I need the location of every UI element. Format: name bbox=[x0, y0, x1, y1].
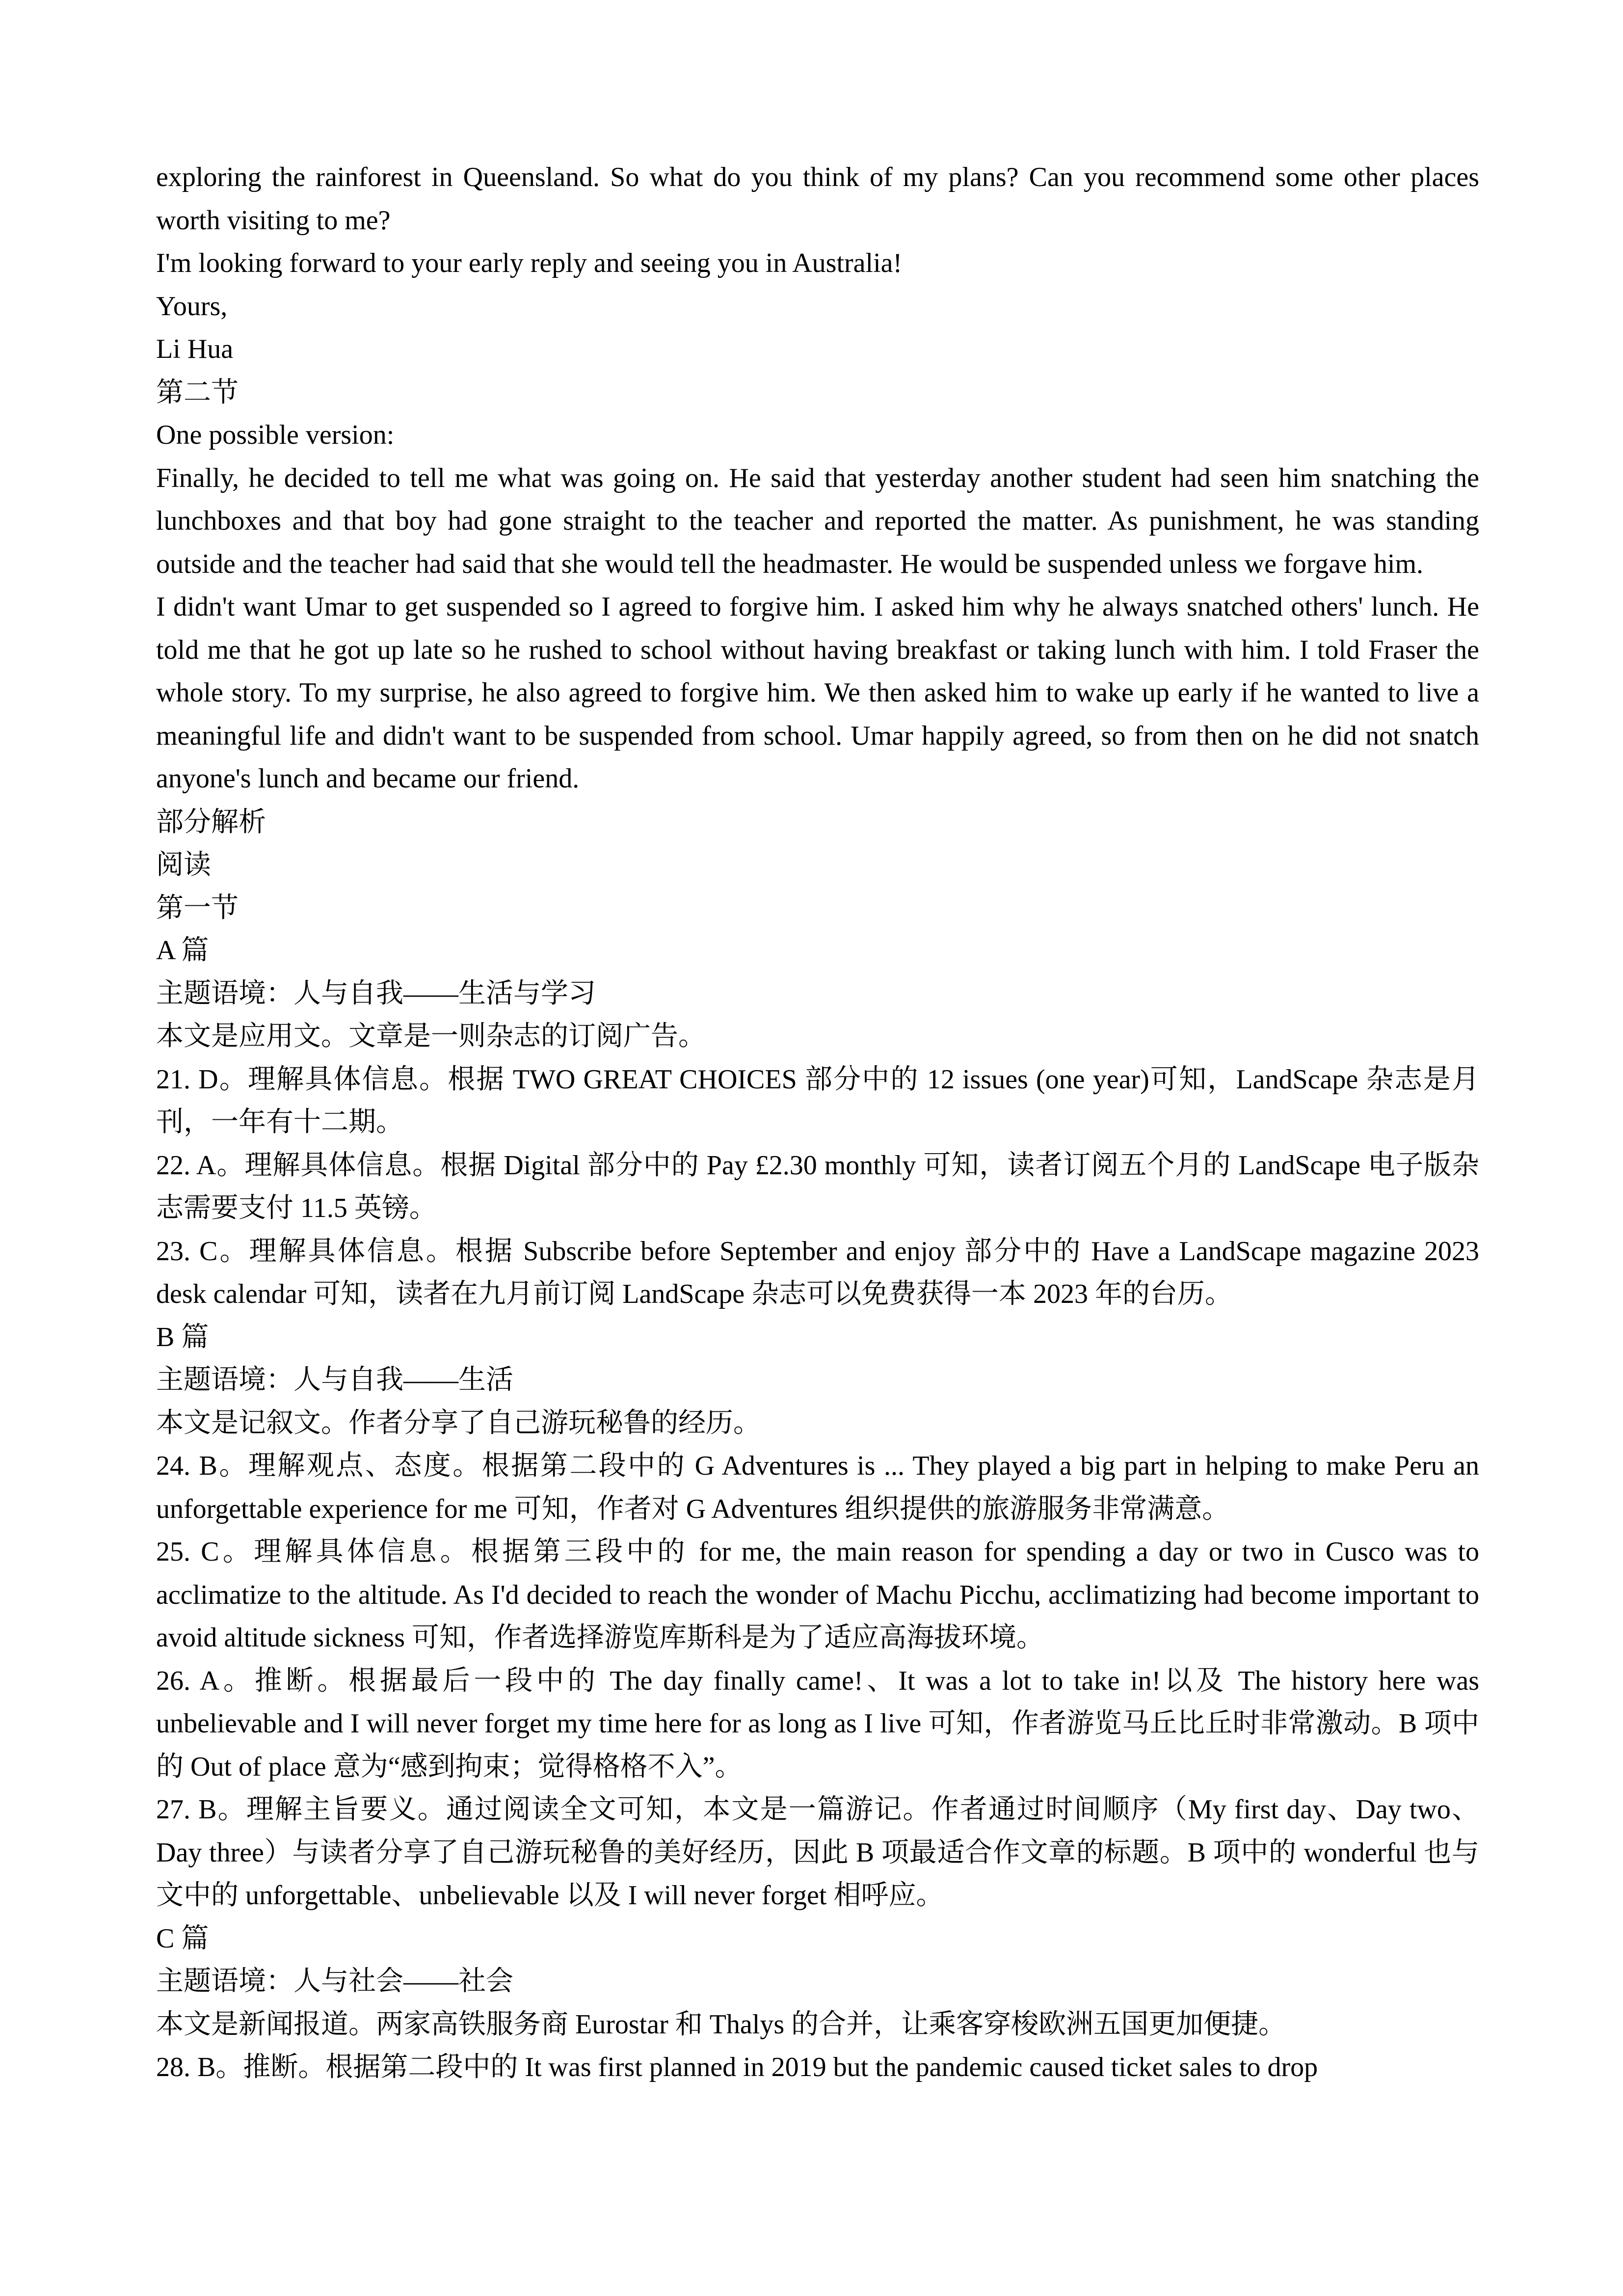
answer-23: 23. C。理解具体信息。根据 Subscribe before September and enjoy 部分中的 Have a LandScape magazine 2023 desk calendar 可知，读者在九月前订阅 LandScape 杂志可以免费获得一本 2023 年的台历。 bbox=[156, 1236, 1479, 1309]
letter-signature: Li Hua bbox=[156, 334, 234, 364]
letter-sign-off: Yours, bbox=[156, 291, 228, 322]
document-page bbox=[156, 156, 1479, 2089]
passage-b-theme: 主题语境：人与自我——生活 bbox=[156, 1365, 513, 1395]
section-one-heading: 第一节 bbox=[156, 891, 239, 924]
passage-c-intro: 本文是新闻报道。两家高铁服务商 Eurostar 和 Thalys 的合并，让乘客穿梭欧洲五国更加便捷。 bbox=[156, 2009, 1286, 2040]
letter-paragraph: exploring the rainforest in Queensland. So what do you think of my plans? Can you recommend some other places worth visiting to me? bbox=[156, 162, 1479, 236]
passage-a-theme: 主题语境：人与自我——生活与学习 bbox=[156, 978, 596, 1009]
answer-21: 21. D。理解具体信息。根据 TWO GREAT CHOICES 部分中的 12 issues (one year)可知，LandScape 杂志是月刊，一年有十二期。 bbox=[156, 1064, 1479, 1137]
answer-27: 27. B。理解主旨要义。通过阅读全文可知，本文是一篇游记。作者通过时间顺序（My first day、Day two、Day three）与读者分享了自己游玩秘鲁的美好经历，因此 B 项最适合作文章的标题。B 项中的 wonderful 也与文中的 unforgettable、unbelievable 以及 I will never forget 相呼应。 bbox=[156, 1794, 1479, 1911]
passage-c-theme: 主题语境：人与社会——社会 bbox=[156, 1966, 513, 1997]
passage-b-intro: 本文是记叙文。作者分享了自己游玩秘鲁的经历。 bbox=[156, 1407, 761, 1438]
passage-c-title: C 篇 bbox=[156, 1923, 209, 1954]
passage-a-intro: 本文是应用文。文章是一则杂志的订阅广告。 bbox=[156, 1021, 706, 1052]
passage-a-title: A 篇 bbox=[156, 935, 209, 966]
answer-24: 24. B。理解观点、态度。根据第二段中的 G Adventures is ... They played a big part in helping to make Peru an unforgettable experience for me 可知，作者对 G Adventures 组织提供的旅游服务非常满意。 bbox=[156, 1451, 1479, 1524]
section-two-heading: 第二节 bbox=[156, 376, 239, 408]
possible-version-label: One possible version: bbox=[156, 420, 395, 450]
analysis-heading: 部分解析 bbox=[156, 806, 266, 838]
passage-b-title: B 篇 bbox=[156, 1322, 209, 1352]
answer-26: 26. A。推断。根据最后一段中的 The day finally came!、It was a lot to take in!以及 The history here was unbelievable and I will never forget my time here for as long as I live 可知，作者游览马丘比丘时非常激动。B 项中的 Out of place 意为“感到拘束；觉得格格不入”。 bbox=[156, 1665, 1479, 1782]
answer-25: 25. C。理解具体信息。根据第三段中的 for me, the main reason for spending a day or two in Cusco was to acclimatize to the altitude. As I'd decided to reach the wonder of Machu Picchu, acclimatizing had become important to avoid altitude sickness 可知，作者选择游览库斯科是为了适应高海拔环境。 bbox=[156, 1537, 1479, 1653]
reading-heading: 阅读 bbox=[156, 849, 211, 881]
continuation-paragraph-2: I didn't want Umar to get suspended so I agreed to forgive him. I asked him why he always snatched others' lunch. He told me that he got up late so he rushed to school without having breakfast or taking lunch with him. I told Fraser the whole story. To my surprise, he also agreed to forgive him. We then asked him to wake up early if he wanted to live a meaningful life and didn't want to be suspended from school. Umar happily agreed, so from then on he did not snatch anyone's lunch and became our friend. bbox=[156, 592, 1479, 794]
answer-22: 22. A。理解具体信息。根据 Digital 部分中的 Pay £2.30 monthly 可知，读者订阅五个月的 LandScape 电子版杂志需要支付 11.5 英镑。 bbox=[156, 1150, 1479, 1223]
answer-28: 28. B。推断。根据第二段中的 It was first planned in 2019 but the pandemic caused ticket sales to drop bbox=[156, 2052, 1318, 2082]
continuation-paragraph-1: Finally, he decided to tell me what was going on. He said that yesterday another student had seen him snatching the lunchboxes and that boy had gone straight to the teacher and reported the matter. As punishment, he was standing outside and the teacher had said that she would tell the headmaster. He would be suspended unless we forgave him. bbox=[156, 462, 1479, 579]
letter-closing-line: I'm looking forward to your early reply and seeing you in Australia! bbox=[156, 248, 903, 278]
